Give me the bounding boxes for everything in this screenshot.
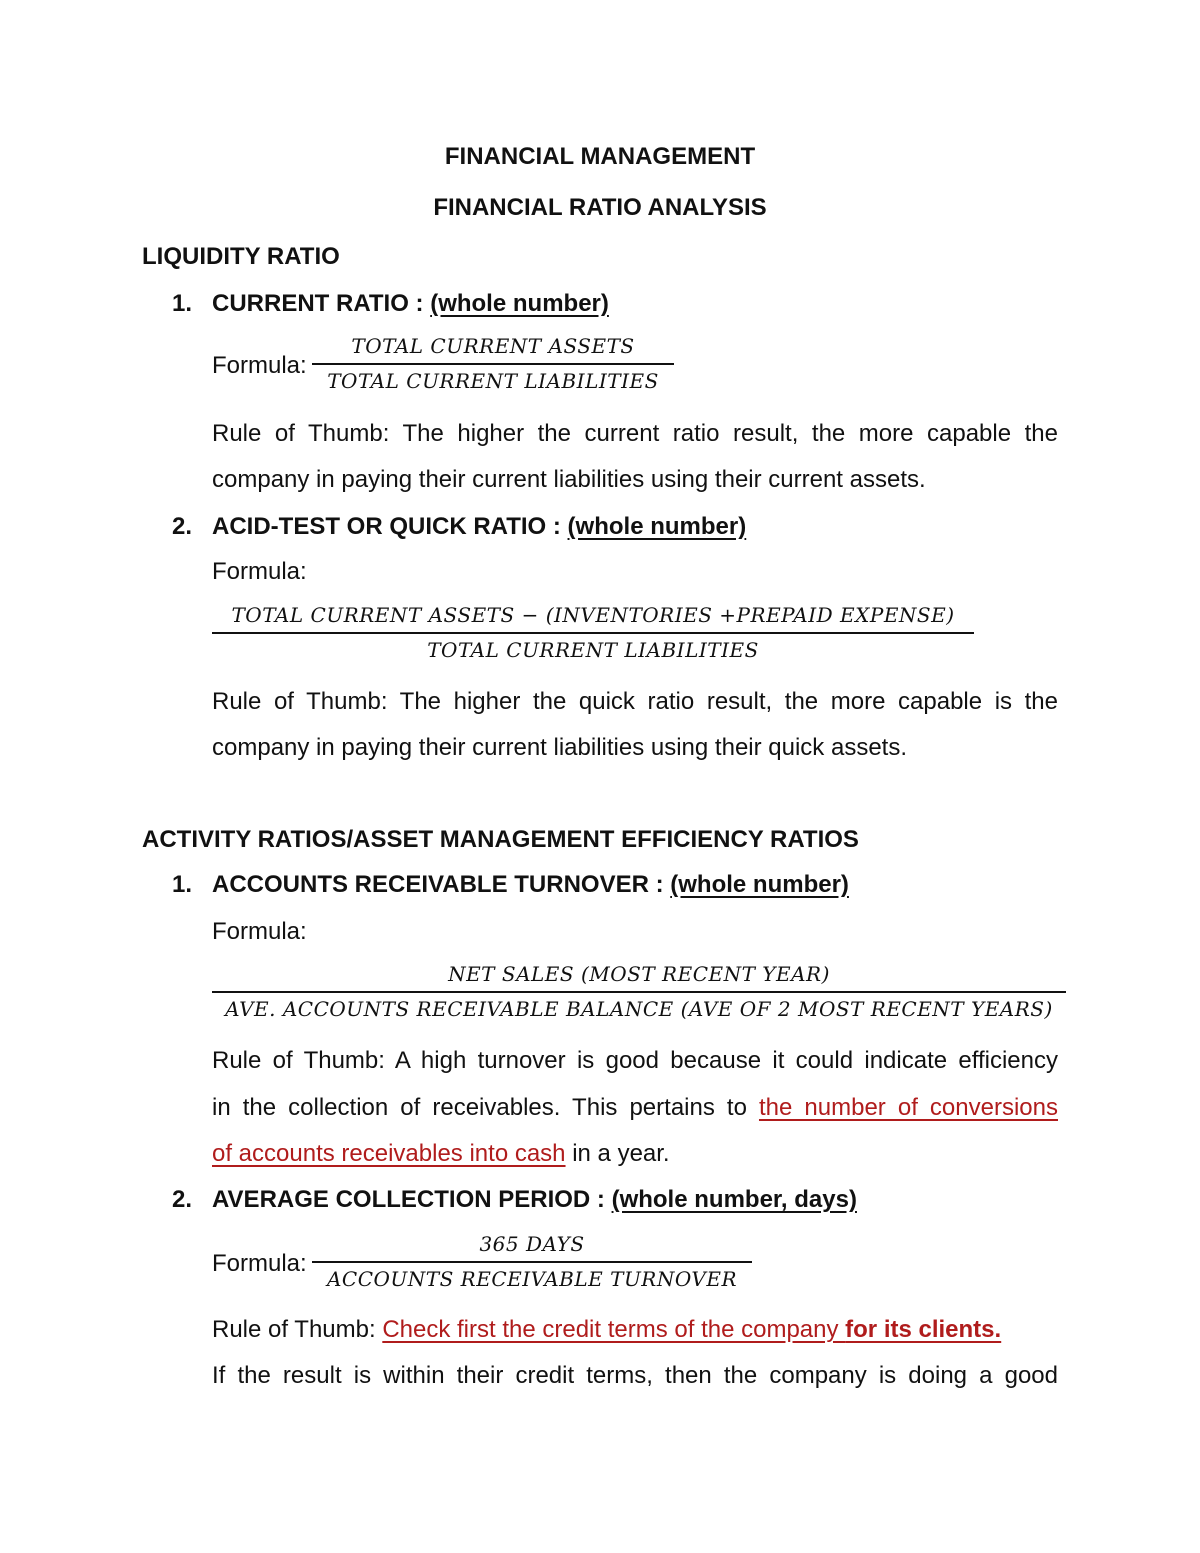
collection-period-number: 2. xyxy=(172,1186,193,1213)
current-ratio-denominator: TOTAL CURRENT LIABILITIES xyxy=(327,369,659,393)
document-subtitle: FINANCIAL RATIO ANALYSIS xyxy=(433,194,767,221)
current-ratio-number: 1. xyxy=(172,290,193,317)
current-ratio-name: CURRENT RATIO : xyxy=(212,290,431,317)
current-ratio-formula xyxy=(312,334,674,396)
ar-turnover-rule-end: in a year. xyxy=(565,1140,670,1167)
fraction-bar xyxy=(312,1261,752,1263)
quick-ratio-numerator: TOTAL CURRENT ASSETS − (INVENTORIES +PREPAID EXPENSE) xyxy=(231,603,955,627)
quick-ratio-number: 2. xyxy=(172,513,193,540)
quick-ratio-formula xyxy=(212,603,974,665)
collection-period-formula-label: Formula: xyxy=(212,1250,307,1277)
ar-turnover-numerator: NET SALES (MOST RECENT YEAR) xyxy=(448,962,830,986)
quick-ratio-rule-line2: company in paying their current liabilities using their quick assets. xyxy=(212,734,908,761)
fraction-bar xyxy=(212,632,974,634)
ar-turnover-rule-line1: Rule of Thumb: A high turnover is good because it could indicate efficiency xyxy=(212,1047,1058,1074)
collection-period-highlight: Check first the credit terms of the company xyxy=(382,1316,846,1343)
ar-turnover-rule-text: in the collection of receivables. This pertains to xyxy=(212,1094,759,1121)
quick-ratio-denominator: TOTAL CURRENT LIABILITIES xyxy=(427,638,759,662)
current-ratio-formula-label: Formula: xyxy=(212,352,307,379)
ar-turnover-number: 1. xyxy=(172,871,193,898)
ar-turnover-rule-line2 xyxy=(212,1094,1058,1122)
current-ratio-heading xyxy=(212,290,609,318)
ar-turnover-denominator: AVE. ACCOUNTS RECEIVABLE BALANCE (AVE OF 2 MOST RECENT YEARS) xyxy=(225,997,1053,1021)
current-ratio-rule-line2: company in paying their current liabilities using their current assets. xyxy=(212,466,926,493)
activity-heading: ACTIVITY RATIOS/ASSET MANAGEMENT EFFICIENCY RATIOS xyxy=(142,826,859,853)
collection-period-rule-prefix: Rule of Thumb: xyxy=(212,1316,383,1343)
collection-period-numerator: 365 DAYS xyxy=(479,1232,585,1256)
ar-turnover-formula-label: Formula: xyxy=(212,918,307,945)
quick-ratio-rule-line1: Rule of Thumb: The higher the quick ratio result, the more capable is the xyxy=(212,688,1058,715)
ar-turnover-formula xyxy=(212,962,1066,1024)
current-ratio-numerator: TOTAL CURRENT ASSETS xyxy=(351,334,635,358)
collection-period-heading xyxy=(212,1186,857,1214)
document-title: FINANCIAL MANAGEMENT xyxy=(444,143,756,170)
quick-ratio-name: ACID-TEST OR QUICK RATIO : xyxy=(212,513,568,540)
ar-turnover-name: ACCOUNTS RECEIVABLE TURNOVER : xyxy=(212,871,671,898)
ar-turnover-highlight-cont: of accounts receivables into cash xyxy=(212,1140,566,1167)
collection-period-unit: (whole number, days) xyxy=(611,1186,857,1213)
ar-turnover-highlight: the number of conversions xyxy=(758,1094,1058,1121)
ar-turnover-unit: (whole number) xyxy=(670,871,849,898)
ar-turnover-heading xyxy=(212,871,849,899)
current-ratio-rule-line1: Rule of Thumb: The higher the current ratio result, the more capable the xyxy=(212,420,1058,447)
collection-period-rule-line1 xyxy=(212,1316,1001,1344)
collection-period-formula xyxy=(312,1232,752,1294)
fraction-bar xyxy=(212,991,1066,993)
collection-period-denominator: ACCOUNTS RECEIVABLE TURNOVER xyxy=(326,1267,738,1291)
liquidity-heading: LIQUIDITY RATIO xyxy=(142,243,340,270)
quick-ratio-unit: (whole number) xyxy=(567,513,747,540)
current-ratio-unit: (whole number) xyxy=(430,290,609,317)
fraction-bar xyxy=(312,363,674,365)
ar-turnover-rule-line3 xyxy=(212,1140,670,1168)
quick-ratio-formula-label: Formula: xyxy=(212,558,307,585)
quick-ratio-heading xyxy=(212,513,746,541)
collection-period-highlight-bold: for its clients. xyxy=(845,1316,1002,1343)
collection-period-name: AVERAGE COLLECTION PERIOD : xyxy=(212,1186,612,1213)
collection-period-rule-line2: If the result is within their credit terms, then the company is doing a good xyxy=(212,1362,1058,1389)
